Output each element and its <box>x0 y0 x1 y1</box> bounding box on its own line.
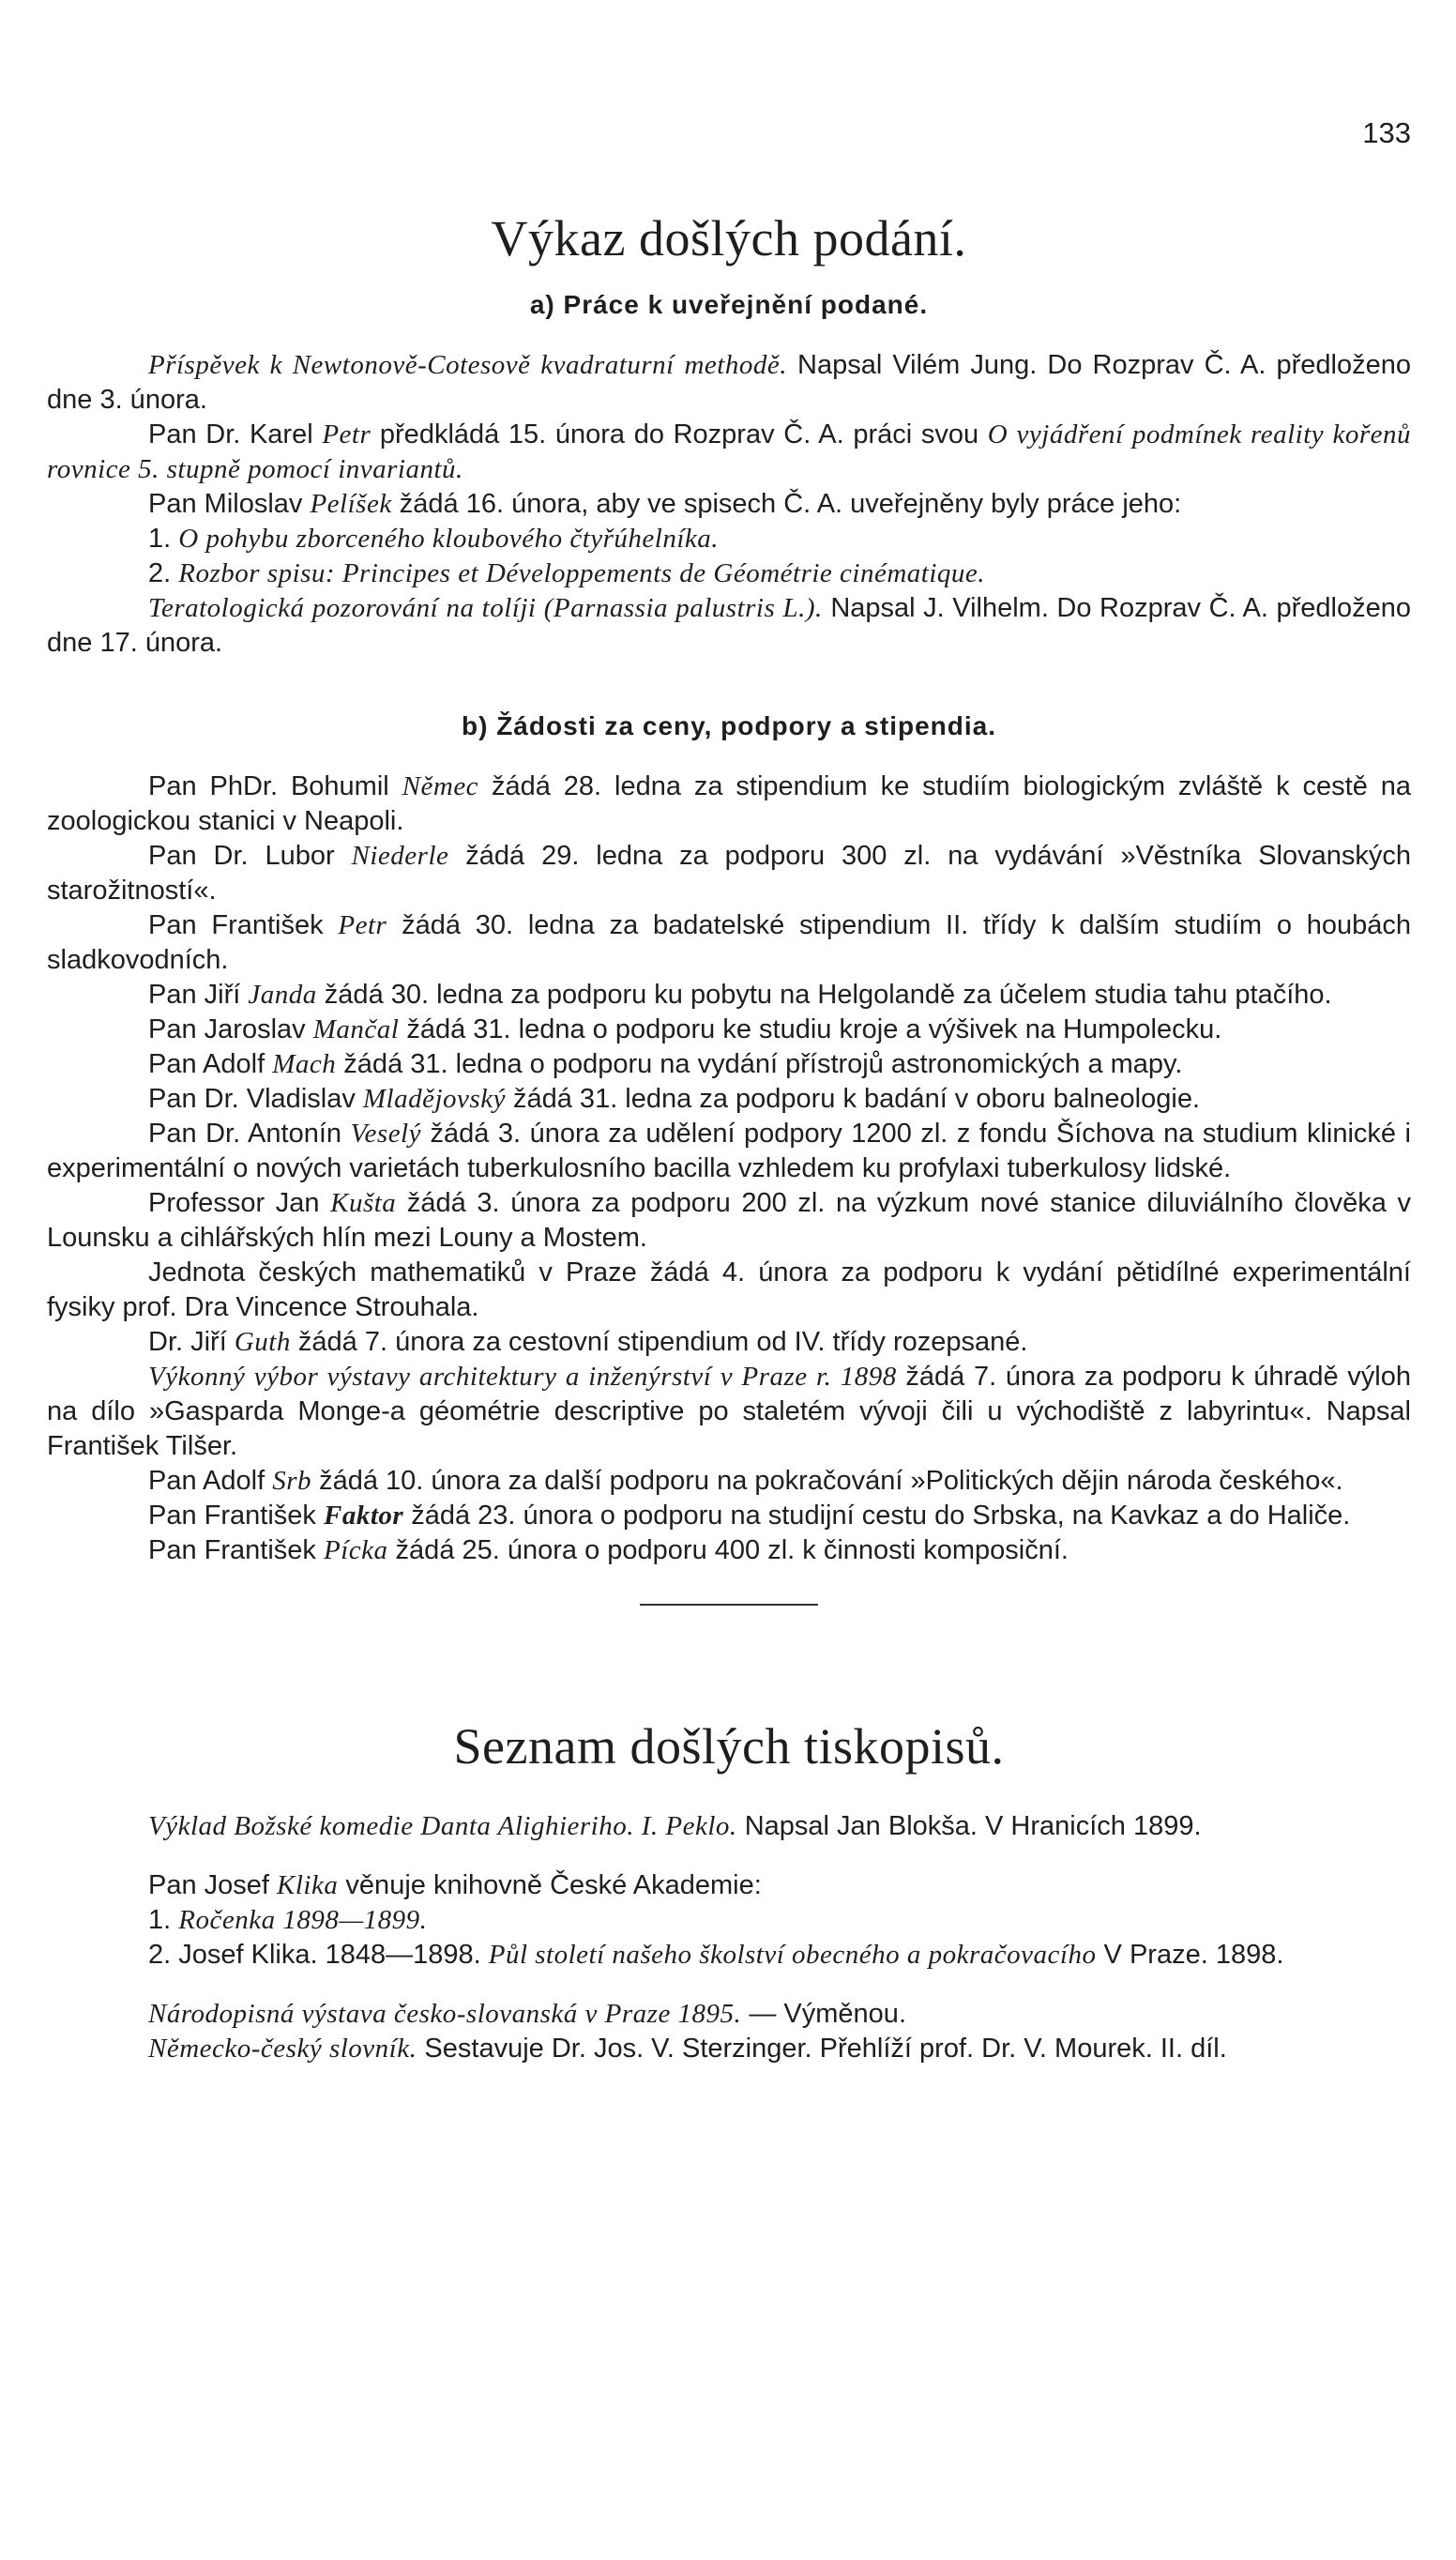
entry-text: žádá 31. ledna o podporu na vydání přístrojů astronomických a mapy. <box>336 1048 1183 1079</box>
italic-text: Výkonný výbor výstavy architektury a inženýrství v Praze r. 1898 <box>148 1361 897 1392</box>
entry-text: Sestavuje Dr. Jos. V. Sterzinger. Přehlíží prof. Dr. V. Mourek. II. díl. <box>417 2033 1227 2064</box>
entry-text: Pan Adolf <box>148 1465 273 1496</box>
request-entry <box>47 1325 1411 1360</box>
entry-text: Pan Dr. Karel <box>148 419 323 450</box>
entry-text: Napsal Jan Blokša. V Hranicích 1899. <box>736 1810 1202 1841</box>
italic-text: O vyjádření podmínek reality kořenů rovnice 5. stupně pomocí invariantů. <box>47 419 1411 484</box>
italic-text: Mančal <box>312 1013 400 1044</box>
entry-text: Pan Dr. Vladislav <box>148 1083 363 1114</box>
request-entry <box>47 839 1411 908</box>
request-entry <box>47 1360 1411 1464</box>
print-list-group-2 <box>47 1868 1411 1973</box>
entry-text: žádá 30. ledna za badatelské stipendium II. třídy k dalším studiím o houbách sladkovodních. <box>47 909 1411 975</box>
entry-text: věnuje knihovně České Akademie: <box>338 1869 762 1900</box>
entry-text: žádá 30. ledna za podporu ku pobytu na Helgolandě za účelem studia tahu ptačího. <box>316 979 1332 1010</box>
entry-text: Pan František <box>148 1500 324 1531</box>
italic-text: Janda <box>248 979 317 1010</box>
entry-text: Dr. Jiří <box>148 1326 235 1357</box>
request-entry <box>47 1464 1411 1499</box>
italic-text: Půl století našeho školství obecného a pokračovacího <box>488 1939 1097 1970</box>
italic-text: Mladějovský <box>362 1083 506 1114</box>
section-a-heading: a) Práce k uveřejnění podané. <box>529 289 929 319</box>
italic-text: Pelíšek <box>310 488 392 519</box>
entry-text: Pan František <box>148 1534 324 1565</box>
entry-text: žádá 28. ledna za stipendium ke studiím biologickým zvláště k cestě na zoologickou stanici v Neapoli. <box>47 770 1412 836</box>
entry-text: Professor Jan <box>148 1187 331 1218</box>
request-entry <box>47 1013 1411 1047</box>
italic-text: Německo-český slovník. <box>148 2033 417 2064</box>
request-entry <box>47 1499 1411 1533</box>
italic-text: Petr <box>322 419 372 450</box>
submission-entry <box>47 556 1411 591</box>
print-entry <box>47 1868 1411 1903</box>
page-content <box>47 208 1411 2066</box>
italic-text: Guth <box>234 1326 291 1357</box>
request-entry <box>47 1533 1411 1568</box>
submission-entry <box>47 522 1411 556</box>
italic-text: Ročenka 1898—1899. <box>178 1904 428 1935</box>
entry-text: žádá 3. února za podporu 200 zl. na výzkum nové stanice diluviálního člověka v Lounsku a cihlářských hlín mezi Louny a Mostem. <box>47 1187 1411 1253</box>
italic-text: Srb <box>272 1465 312 1496</box>
entry-text: 1. <box>148 1904 179 1935</box>
italic-text: Národopisná výstava česko-slovanská v Praze 1895. <box>148 1998 742 2029</box>
request-entry <box>47 908 1411 978</box>
section-b-heading: b) Žádosti za ceny, podpory a stipendia. <box>461 710 996 740</box>
italic-text: Kušta <box>330 1187 397 1218</box>
entry-text: žádá 7. února za cestovní stipendium od IV. třídy rozepsané. <box>290 1326 1028 1357</box>
italic-text: Výklad Božské komedie Danta Alighieriho. I. Peklo. <box>148 1810 737 1841</box>
entry-text: Pan Dr. Antonín <box>148 1118 351 1149</box>
entry-text: žádá 23. února o podporu na studijní cestu do Srbska, na Kavkaz a do Haliče. <box>403 1500 1351 1531</box>
entry-text: Pan František <box>148 909 339 940</box>
print-list-group-1 <box>47 1809 1411 1844</box>
entry-text: žádá 7. února za podporu k úhradě výloh na dílo »Gasparda Monge-a géométrie descriptive po staletém vývoji čili u východiště z labyrintu«. Napsal František Tilšer. <box>47 1361 1411 1461</box>
entry-text: žádá 29. ledna za podporu 300 zl. na vydávání »Věstníka Slovanských starožitností«. <box>47 840 1411 906</box>
italic-text: Veselý <box>350 1118 421 1149</box>
print-entry <box>47 1997 1411 2032</box>
italic-text: Příspěvek k Newtonově-Cotesově kvadraturní methodě. <box>148 349 787 380</box>
print-list-group-3 <box>47 1997 1411 2066</box>
italic-text: Mach <box>272 1048 337 1079</box>
entry-text: žádá 16. února, aby ve spisech Č. A. uveřejněny byly práce jeho: <box>391 488 1182 519</box>
italic-text: Niederle <box>351 840 449 871</box>
italic-text: O pohybu zborceného kloubového čtyřúhelníka. <box>178 523 720 554</box>
submission-entry <box>47 348 1411 418</box>
section-b-entries <box>47 770 1411 1568</box>
italic-text: Klika <box>277 1869 339 1900</box>
entry-text: 1. <box>148 523 179 554</box>
heading-vykaz: Výkaz došlých podání. <box>491 210 967 267</box>
italic-text: Petr <box>338 909 387 940</box>
print-entry <box>47 1903 1411 1938</box>
italic-text: Rozbor spisu: Principes et Développements de Géométrie cinématique. <box>178 557 986 588</box>
entry-text: — Výměnou. <box>741 1998 906 2029</box>
entry-text: žádá 31. ledna o podporu ke studiu kroje a výšivek na Humpolecku. <box>399 1013 1222 1044</box>
entry-text: Jednota českých mathematiků v Praze žádá 4. února za podporu k vydání pětidílné experimentální fysiky prof. Dra Vincence Strouhala. <box>47 1257 1411 1322</box>
entry-text: Pan Dr. Lubor <box>148 840 352 871</box>
request-entry <box>47 1186 1411 1256</box>
entry-text: Napsal Vilém Jung. Do Rozprav Č. A. předloženo dne 3. února. <box>47 349 1411 415</box>
request-entry <box>47 1256 1411 1325</box>
entry-text: Pan Jaroslav <box>148 1013 313 1044</box>
page-number: 133 <box>1362 116 1411 149</box>
print-entry <box>47 1809 1411 1844</box>
request-entry <box>47 1047 1411 1082</box>
print-entry <box>47 1938 1411 1973</box>
entry-text: Napsal J. Vilhelm. Do Rozprav Č. A. předloženo dne 17. února. <box>47 592 1411 658</box>
entry-text: žádá 3. února za udělení podpory 1200 zl. z fondu Šíchova na studium klinické i experimentální o nových varietách tuberkulosního bacilla vzhledem ku profylaxi tuberkulosy lidské. <box>47 1118 1411 1183</box>
section-a-entries <box>47 348 1411 661</box>
entry-text: žádá 25. února o podporu 400 zl. k činnosti komposiční. <box>387 1534 1069 1565</box>
request-entry <box>47 1082 1411 1117</box>
italic-text: Němec <box>402 770 479 801</box>
entry-text: V Praze. 1898. <box>1096 1939 1284 1970</box>
entry-text: 2. Josef Klika. 1848—1898. <box>148 1939 489 1970</box>
italic-text: Pícka <box>323 1534 388 1565</box>
heading-seznam: Seznam došlých tiskopisů. <box>453 1717 1005 1775</box>
entry-text: Pan Miloslav <box>148 488 311 519</box>
request-entry <box>47 770 1411 839</box>
print-entry <box>47 2032 1411 2066</box>
entry-text: předkládá 15. února do Rozprav Č. A. práci svou <box>371 419 988 450</box>
italic-text: Faktor <box>323 1500 404 1531</box>
submission-entry <box>47 418 1411 487</box>
italic-text: Teratologická pozorování na tolíji (Parnassia palustris L.). <box>148 592 823 623</box>
entry-text: Pan Jiří <box>148 979 249 1010</box>
entry-text: Pan PhDr. Bohumil <box>148 770 402 801</box>
entry-text: Pan Adolf <box>148 1048 273 1079</box>
submission-entry <box>47 487 1411 522</box>
entry-text: 2. <box>148 557 179 588</box>
request-entry <box>47 1117 1411 1186</box>
entry-text: žádá 10. února za další podporu na pokračování »Politických dějin národa českého«. <box>311 1465 1343 1496</box>
entry-text: Pan Josef <box>148 1869 278 1900</box>
submission-entry <box>47 591 1411 661</box>
entry-text: žádá 31. ledna za podporu k badání v oboru balneologie. <box>505 1083 1201 1114</box>
request-entry <box>47 978 1411 1013</box>
